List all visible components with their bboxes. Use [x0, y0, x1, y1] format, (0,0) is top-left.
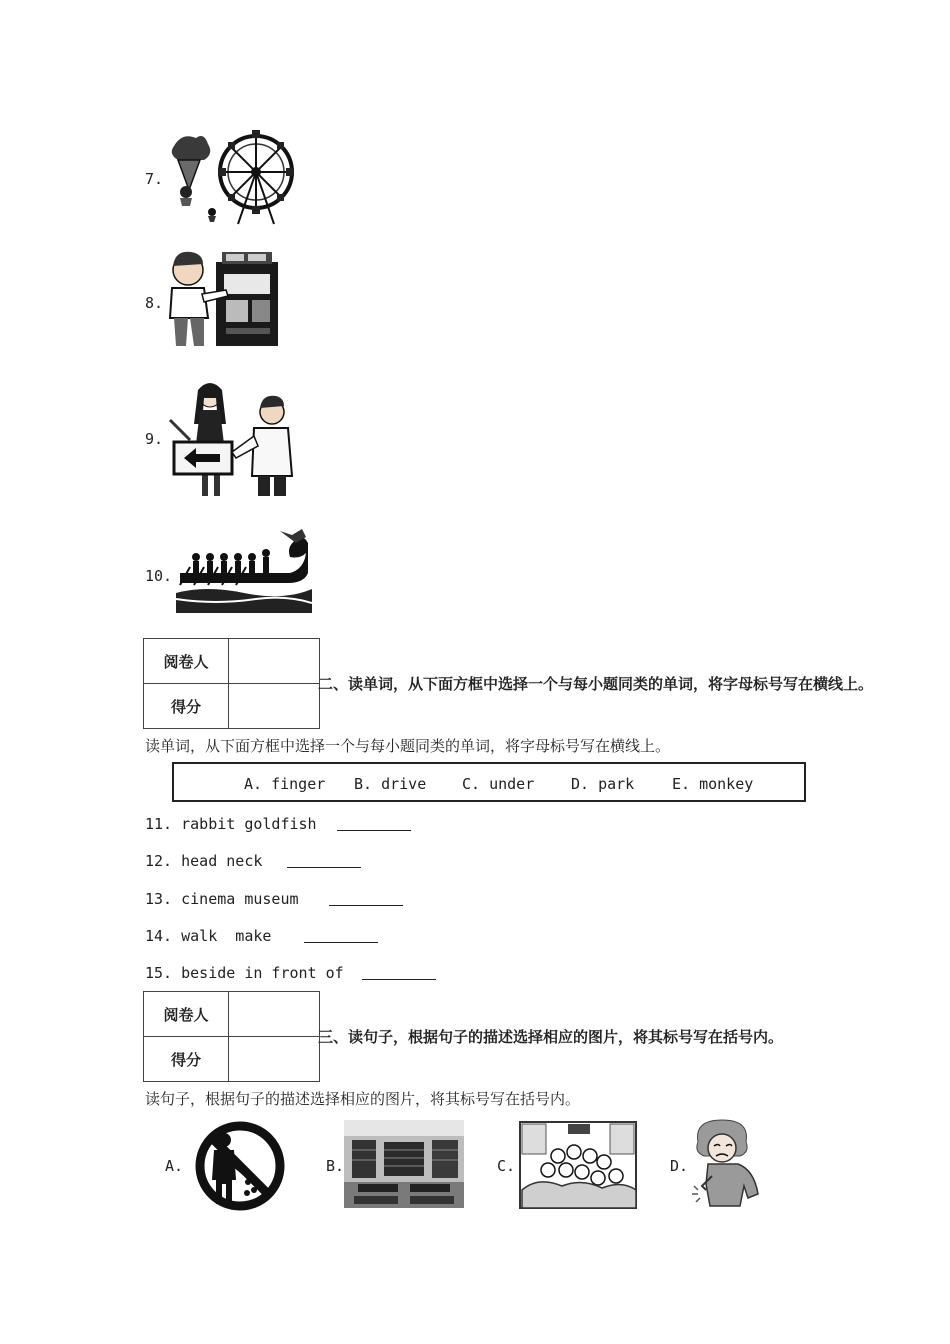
- sick-grandmother-image: [690, 1118, 768, 1208]
- crowded-bus-image: [518, 1120, 638, 1210]
- question-11: 11. rabbit goldfish: [145, 815, 317, 833]
- question-15: 15. beside in front of: [145, 964, 344, 982]
- score-table-section-2: [143, 638, 320, 729]
- reviewer-cell[interactable]: [229, 992, 320, 1037]
- option-e: E. monkey: [672, 775, 754, 793]
- no-littering-sign-image: [184, 1120, 294, 1212]
- answer-blank-13[interactable]: [329, 905, 403, 906]
- section-3-heading: 三、读句子，根据句子的描述选择相应的图片，将其标号写在括号内。: [318, 1028, 784, 1046]
- section-2-heading: 二、读单词，从下面方框中选择一个与每小题同类的单词，将字母标号写在横线上。: [318, 675, 874, 693]
- answer-blank-15[interactable]: [362, 979, 436, 980]
- option-a: A. finger: [244, 775, 326, 793]
- answer-blank-11[interactable]: [337, 830, 411, 831]
- option-c: C. under: [462, 775, 535, 793]
- directions-image: [166, 380, 294, 498]
- answer-blank-14[interactable]: [304, 942, 378, 943]
- question-13: 13. cinema museum: [145, 890, 299, 908]
- reviewer-label: 阅卷人: [144, 992, 229, 1037]
- library-image: [344, 1120, 464, 1208]
- question-14: 14. walk make: [145, 927, 272, 945]
- picture-b-label: B.: [326, 1157, 345, 1175]
- score-cell[interactable]: [229, 684, 320, 729]
- ice-cream-ferris-wheel-image: [168, 126, 296, 226]
- score-label: 得分: [144, 1037, 229, 1082]
- option-d: D. park: [571, 775, 635, 793]
- reviewer-label: 阅卷人: [144, 639, 229, 684]
- score-label: 得分: [144, 684, 229, 729]
- picture-c-label: C.: [497, 1157, 516, 1175]
- score-cell[interactable]: [229, 1037, 320, 1082]
- reviewer-cell[interactable]: [229, 639, 320, 684]
- picture-a-label: A.: [165, 1157, 184, 1175]
- score-table-section-3: [143, 991, 320, 1082]
- ticket-machine-image: [166, 248, 282, 350]
- question-10-number: 10.: [145, 567, 173, 585]
- section-3-instruction: 读句子，根据句子的描述选择相应的图片，将其标号写在括号内。: [145, 1090, 581, 1108]
- word-options-box: [172, 762, 806, 802]
- dragon-boat-image: [176, 523, 312, 613]
- picture-d-label: D.: [670, 1157, 689, 1175]
- option-b: B. drive: [354, 775, 427, 793]
- section-2-instruction: 读单词，从下面方框中选择一个与每小题同类的单词，将字母标号写在横线上。: [145, 737, 671, 755]
- question-12: 12. head neck: [145, 852, 263, 870]
- question-7-number: 7.: [145, 170, 164, 188]
- question-9-number: 9.: [145, 430, 164, 448]
- answer-blank-12[interactable]: [287, 867, 361, 868]
- question-8-number: 8.: [145, 294, 164, 312]
